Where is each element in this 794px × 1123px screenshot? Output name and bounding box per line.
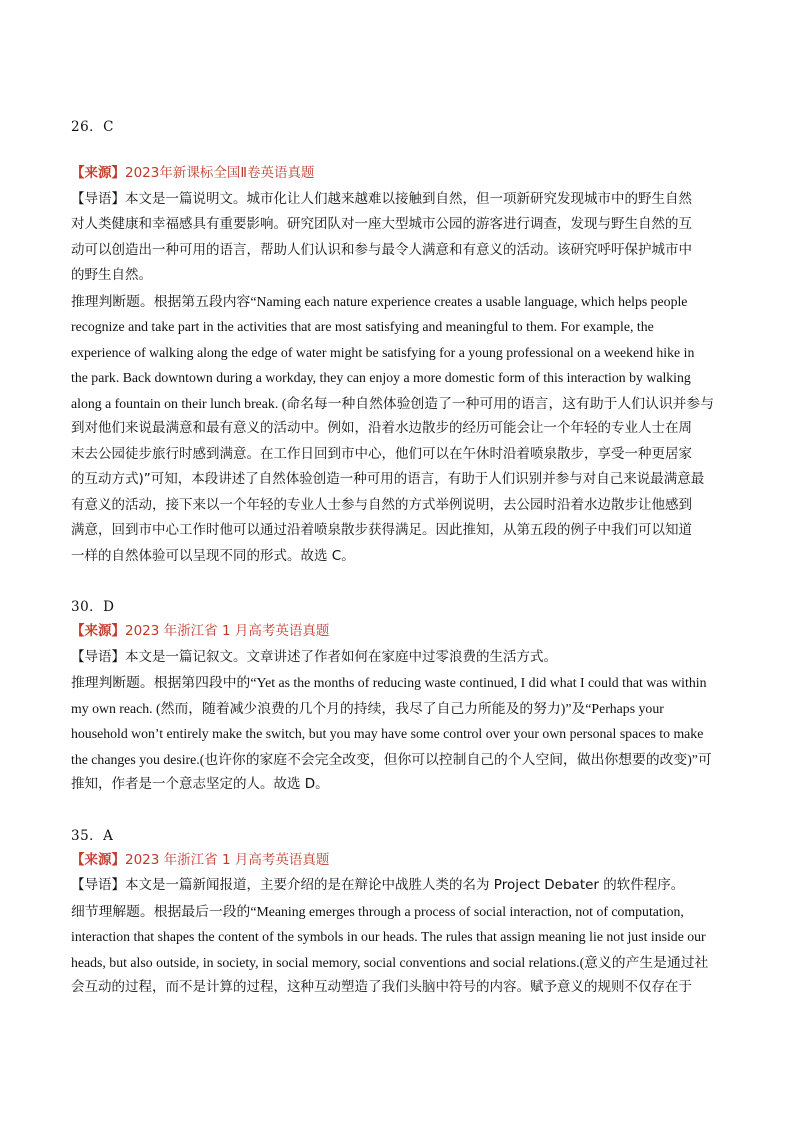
guide-line: 【导语】本文是一篇记叙文。文章讲述了作者如何在家庭中过零浪费的生活方式。 [71,648,557,665]
analysis-line: the park. Back downtown during a workday, they can enjoy a more domestic form of this interaction by walking [71,370,691,385]
answer-item-35 [71,824,723,1001]
source-label: 【来源】 [71,623,125,639]
question-number: 35．A [71,827,114,844]
analysis-line: 的互动方式)”可知，本段讲述了自然体验创造一种可用的语言，有助于人们识别并参与对自己来说最满意最 [71,471,705,487]
question-number: 30．D [71,599,115,615]
question-number: 26．C [71,119,115,135]
analysis-line: recognize and take part in the activities that are most satisfying and meaningful to them. For example, the [71,319,654,334]
source-label: 【来源】 [71,851,125,868]
analysis-line: 细节理解题。根据最后一段的“Meaning emerges through a process of social interaction, not of computation, [71,903,684,919]
analysis-line: 一样的自然体验可以呈现不同的形式。故选 C。 [71,547,355,564]
answer-document [71,115,723,1001]
analysis-line: experience of walking along the edge of water might be satisfying for a young professional on a weekend hike in [71,344,695,360]
source-line [71,161,723,187]
analysis-line: my own reach. (然而，随着减少浪费的几个月的持续，我尽了自己力所能及的努力)”及“Perhaps your [71,700,664,716]
source-line [71,619,723,645]
source-text: 2023 年浙江省 1 月高考英语真题 [125,623,330,639]
source-line [71,848,723,874]
source-text: 2023 年浙江省 1 月高考英语真题 [125,851,330,868]
source-label: 【来源】 [71,165,125,181]
analysis-line: household won’t entirely make the switch, but you may have some control over your own personal spaces to make [71,726,704,741]
source-text: 2023年新课标全国Ⅱ卷英语真题 [125,165,315,181]
analysis-line: 末去公园徒步旅行时感到满意。在工作日回到市中心，他们可以在午休时沿着喷泉散步，享受一种更居家 [71,445,692,462]
guide-line: 对人类健康和幸福感具有重要影响。研究团队对一座大型城市公园的游客进行调查，发现与野生自然的互 [71,216,692,232]
guide-line: 【导语】本文是一篇说明文。城市化让人们越来越难以接触到自然，但一项新研究发现城市中的野生自然 [71,190,692,207]
analysis-line: interaction that shapes the content of the symbols in our heads. The rules that assign meaning lie not just inside our [71,929,706,944]
analysis-line: 到对他们来说最满意和最有意义的活动中。例如，沿着水边散步的经历可能会让一个年轻的专业人士在周 [71,420,692,436]
analysis-line: 推理判断题。根据第四段中的“Yet as the months of reducing waste continued, I did what I could that was within [71,675,707,690]
analysis-line: 推知，作者是一个意志坚定的人。故选 D。 [71,776,329,792]
analysis-line: 满意，回到市中心工作时他可以通过沿着喷泉散步获得满足。因此推知，从第五段的例子中我们可以知道 [71,522,692,538]
guide-line: 【导语】本文是一篇新闻报道，主要介绍的是在辩论中战胜人类的名为 Project Debater 的软件程序。 [71,877,685,893]
guide-line: 动可以创造出一种可用的语言，帮助人们认识和参与最令人满意和有意义的活动。该研究呼吁保护城市中 [71,241,692,258]
analysis-line: 会互动的过程，而不是计算的过程，这种互动塑造了我们头脑中符号的内容。赋予意义的规则不仅存在于 [71,979,692,995]
answer-item-26 [71,115,723,569]
analysis-line: 有意义的活动，接下来以一个年轻的专业人士参与自然的方式举例说明，去公园时沿着水边散步让他感到 [71,496,692,513]
analysis-line: heads, but also outside, in society, in social memory, social conventions and social relations.(意义的产生是通过社 [71,954,709,970]
guide-line: 的野生自然。 [71,267,152,283]
analysis-line: the changes you desire.(也许你的家庭不会完全改变，但你可以控制自己的个人空间，做出你想要的改变)”可 [71,751,712,767]
analysis-line: along a fountain on their lunch break. (命名每一种自然体验创造了一种可用的语言，这有助于人们认识并参与 [71,395,715,411]
answer-item-30 [71,595,723,798]
analysis-line: 推理判断题。根据第五段内容“Naming each nature experience creates a usable language, which helps people [71,293,688,309]
